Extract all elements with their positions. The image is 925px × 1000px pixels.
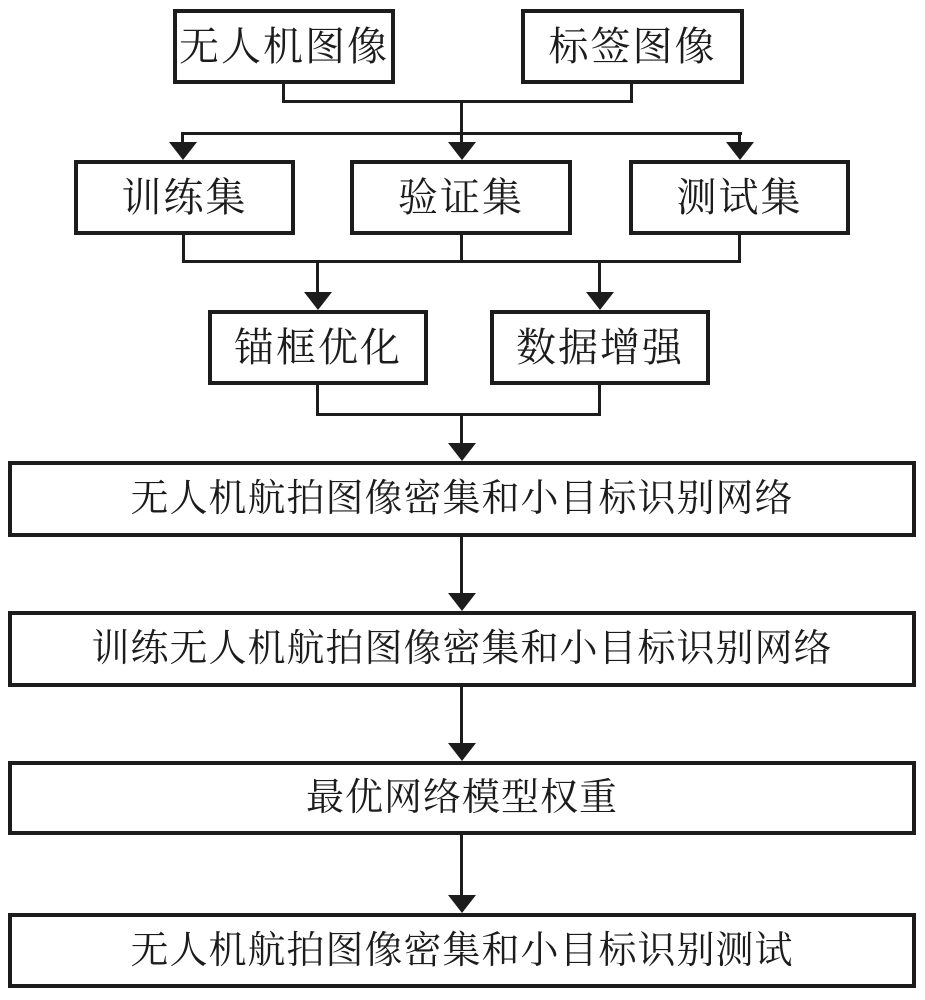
node-train-recognition-network [8,611,916,687]
node-anchor-box-optimization-label: 锚框优化 [234,324,402,370]
node-uav-images-label: 无人机图像 [179,23,389,69]
connector-test-set-down [738,235,741,263]
node-recognition-network-label: 无人机航拍图像密集和小目标识别网络 [130,478,794,520]
node-anchor-box-optimization [208,310,428,385]
arrowhead-validation-set [448,142,476,160]
connector-merge-top-horizontal [282,100,633,103]
connector-training-set-down [182,235,185,263]
node-validation-set-label: 验证集 [398,174,524,220]
node-train-recognition-network-label: 训练无人机航拍图像密集和小目标识别网络 [91,628,833,670]
arrowhead-anchor-optimization [304,292,332,310]
connector-to-recognition-network [460,413,463,443]
node-uav-images [173,9,395,84]
node-recognition-network [8,461,916,537]
node-data-augmentation-label: 数据增强 [516,324,684,370]
connector-network-merge-horizontal [316,413,601,416]
arrowhead-data-augmentation [586,292,614,310]
connector-merge-top-down [460,100,463,146]
arrowhead-recognition-network [448,443,476,461]
connector-validation-set-down [460,235,463,263]
arrowhead-optimal-weights [448,743,476,761]
connector-split-row2-horizontal [181,132,742,135]
node-optimal-model-weights [8,761,916,835]
node-test-set [629,160,850,235]
node-data-augmentation [490,310,710,385]
node-validation-set [350,160,572,235]
node-training-set-label: 训练集 [121,174,248,220]
node-optimal-model-weights-label: 最优网络模型权重 [305,777,618,819]
connector-to-data-augmentation [598,260,601,294]
node-recognition-test-label: 无人机航拍图像密集和小目标识别测试 [130,929,794,972]
node-label-images-label: 标签图像 [548,23,717,69]
node-label-images [521,9,744,84]
node-recognition-test [8,913,916,988]
connector-network-to-train [460,537,463,593]
node-training-set [74,160,295,235]
connector-train-to-weights [460,687,463,743]
connector-weights-to-test [460,835,463,895]
connector-to-anchor-optimization [316,260,319,294]
arrowhead-test-set [726,142,754,160]
connector-data-augmentation-down [598,385,601,416]
connector-anchor-merge-horizontal [182,260,463,263]
arrowhead-train-network [448,593,476,611]
node-test-set-label: 测试集 [676,174,803,220]
connector-anchor-optimization-down [316,385,319,416]
arrowhead-recognition-test [448,895,476,913]
arrowhead-training-set [169,142,197,160]
